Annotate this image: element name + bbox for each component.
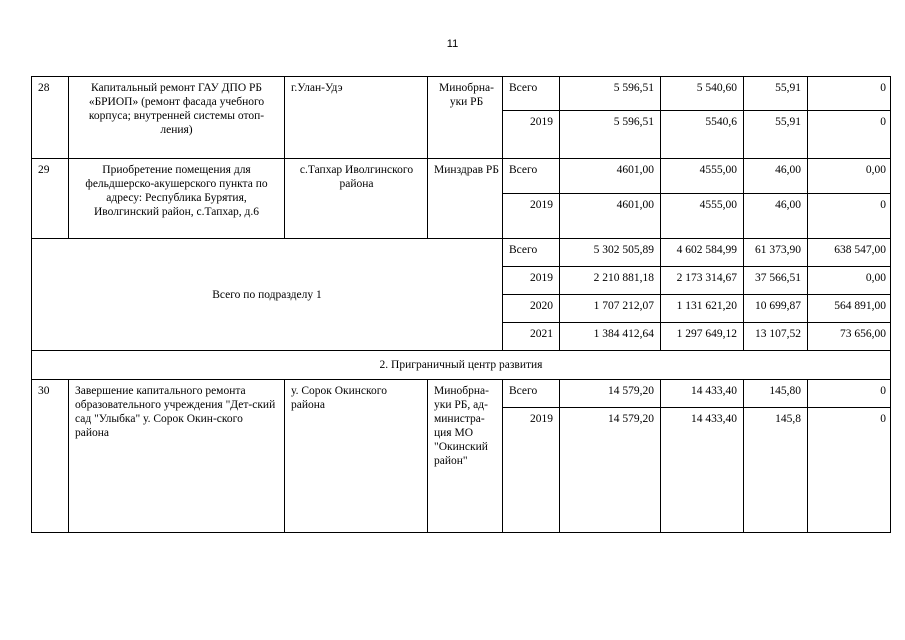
regional-cell: 10 699,87	[744, 295, 808, 323]
regional-cell: 145,80	[744, 380, 808, 408]
regional-cell: 46,00	[744, 194, 808, 239]
project-location: г.Улан-Удэ	[285, 77, 428, 159]
regional-cell: 145,8	[744, 408, 808, 533]
other-cell: 564 891,00	[808, 295, 891, 323]
total-cell: 5 596,51	[560, 77, 661, 111]
table-row	[32, 380, 891, 408]
total-cell: 5 596,51	[560, 111, 661, 159]
federal-cell: 4 602 584,99	[661, 239, 744, 267]
period-cell: Всего	[503, 77, 560, 111]
other-cell: 73 656,00	[808, 323, 891, 351]
regional-cell: 13 107,52	[744, 323, 808, 351]
responsible-agency: Минздрав РБ	[428, 159, 503, 239]
total-cell: 5 302 505,89	[560, 239, 661, 267]
other-cell: 638 547,00	[808, 239, 891, 267]
total-cell: 1 384 412,64	[560, 323, 661, 351]
regional-cell: 61 373,90	[744, 239, 808, 267]
row-number: 30	[32, 380, 69, 533]
federal-cell: 4555,00	[661, 194, 744, 239]
section-title: 2. Приграничный центр развития	[32, 351, 891, 380]
project-name: Приобретение помещения для фельдшерско-акушерского пункта по адресу: Республика Бурятия, Иволгинский район, с.Тапхар, д.6	[69, 159, 285, 239]
federal-cell: 14 433,40	[661, 408, 744, 533]
other-cell: 0	[808, 194, 891, 239]
federal-cell: 2 173 314,67	[661, 267, 744, 295]
period-cell: 2019	[503, 267, 560, 295]
other-cell: 0	[808, 77, 891, 111]
project-name: Завершение капитального ремонта образовательного учреждения "Дет-ский сад "Улыбка" у. Сорок Окин-ского района	[69, 380, 285, 533]
subtotal-row	[32, 239, 891, 267]
total-cell: 14 579,20	[560, 380, 661, 408]
other-cell: 0	[808, 408, 891, 533]
subtotal-label: Всего по подразделу 1	[32, 239, 503, 351]
regional-cell: 37 566,51	[744, 267, 808, 295]
regional-cell: 55,91	[744, 77, 808, 111]
budget-table	[31, 76, 891, 533]
period-cell: 2019	[503, 111, 560, 159]
regional-cell: 46,00	[744, 159, 808, 194]
other-cell: 0,00	[808, 159, 891, 194]
total-cell: 4601,00	[560, 159, 661, 194]
period-cell: 2021	[503, 323, 560, 351]
table-row	[32, 77, 891, 111]
other-cell: 0	[808, 380, 891, 408]
project-location: у. Сорок Окинского района	[285, 380, 428, 533]
responsible-agency: Минобрна-уки РБ, ад-министра-ция МО "Окинский район"	[428, 380, 503, 533]
period-cell: 2019	[503, 408, 560, 533]
row-number: 28	[32, 77, 69, 159]
federal-cell: 4555,00	[661, 159, 744, 194]
project-name: Капитальный ремонт ГАУ ДПО РБ «БРИОП» (ремонт фасада учебного корпуса; внутренней системы отоп-ления)	[69, 77, 285, 159]
total-cell: 4601,00	[560, 194, 661, 239]
other-cell: 0,00	[808, 267, 891, 295]
federal-cell: 5540,6	[661, 111, 744, 159]
federal-cell: 1 131 621,20	[661, 295, 744, 323]
total-cell: 2 210 881,18	[560, 267, 661, 295]
period-cell: 2019	[503, 194, 560, 239]
responsible-agency: Минобрна-уки РБ	[428, 77, 503, 159]
project-location: с.Тапхар Иволгинского района	[285, 159, 428, 239]
table-row	[32, 159, 891, 194]
period-cell: Всего	[503, 239, 560, 267]
page-number: 11	[446, 38, 459, 50]
period-cell: Всего	[503, 159, 560, 194]
federal-cell: 5 540,60	[661, 77, 744, 111]
federal-cell: 1 297 649,12	[661, 323, 744, 351]
section-row	[32, 351, 891, 380]
other-cell: 0	[808, 111, 891, 159]
total-cell: 14 579,20	[560, 408, 661, 533]
federal-cell: 14 433,40	[661, 380, 744, 408]
regional-cell: 55,91	[744, 111, 808, 159]
period-cell: 2020	[503, 295, 560, 323]
row-number: 29	[32, 159, 69, 239]
period-cell: Всего	[503, 380, 560, 408]
total-cell: 1 707 212,07	[560, 295, 661, 323]
